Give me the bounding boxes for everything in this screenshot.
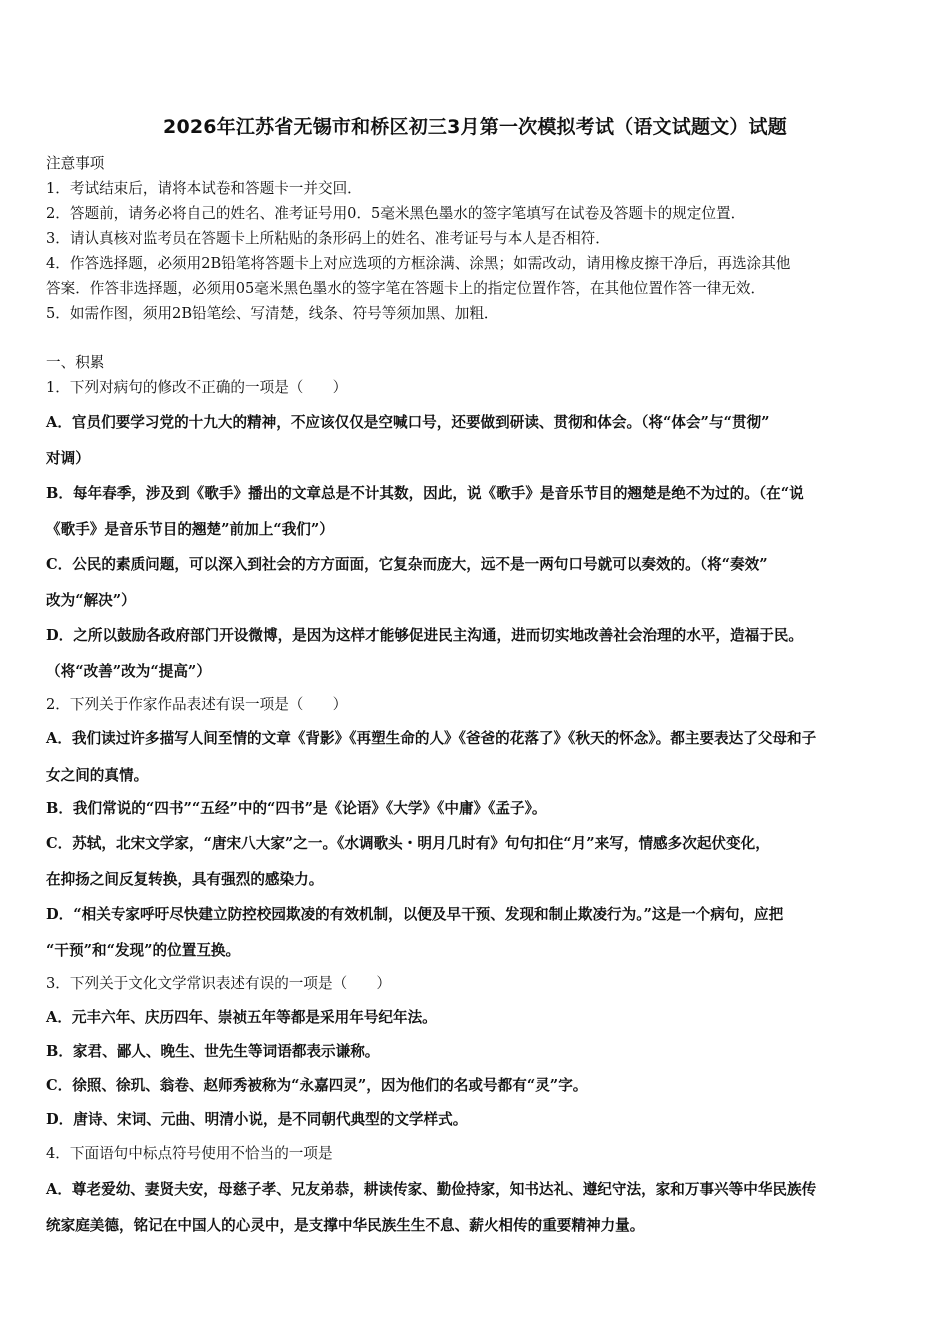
q3-option-a: A．元丰六年、庆历四年、崇祯五年等都是采用年号纪年法。 [46,1009,437,1026]
q1-option-d-cont: （将“改善”改为“提高”） [46,663,211,680]
page-title: 2026年江苏省无锡市和桥区初三3月第一次模拟考试（语文试题文）试题 [163,116,787,138]
notice-item-5: 5．如需作图，须用2B铅笔绘、写清楚，线条、符号等须加黑、加粗． [46,305,499,322]
notice-item-1: 1．考试结束后，请将本试卷和答题卡一并交回． [46,180,362,197]
q4-stem: 4．下面语句中标点符号使用不恰当的一项是 [46,1145,333,1162]
notice-item-2: 2．答题前，请务必将自己的姓名、准考证号用0．5毫米黑色墨水的签字笔填写在试卷及答题卡的规定位置． [46,205,746,222]
q2-stem: 2．下列关于作家作品表述有误一项是（ ） [46,696,348,713]
q1-option-a: A．官员们要学习党的十九大的精神，不应该仅仅是空喊口号，还要做到研读、贯彻和体会。（将“体会”与“贯彻” [46,414,770,431]
q1-option-b-cont: 《歌手》是音乐节目的翘楚”前加上“我们”） [46,521,334,538]
q4-option-a-cont: 统家庭美德，铭记在中国人的心灵中，是支撑中华民族生生不息、薪火相传的重要精神力量。 [46,1217,645,1234]
notice-item-4: 4．作答选择题，必须用2B铅笔将答题卡上对应选项的方框涂满、涂黑；如需改动，请用橡皮擦干净后，再选涂其他 [46,255,791,272]
q2-option-c: C．苏轼，北宋文学家，“唐宋八大家”之一。《水调歌头・明月几时有》句句扣住“月”来写，情感多次起伏变化， [46,835,770,852]
q2-option-d-cont: “干预”和“发现”的位置互换。 [46,942,241,959]
notice-heading: 注意事项 [46,155,105,172]
q4-option-a: A．尊老爱幼、妻贤夫安，母慈子孝、兄友弟恭，耕读传家、勤俭持家，知书达礼、遵纪守法，家和万事兴等中华民族传 [46,1181,817,1198]
q2-option-a-cont: 女之间的真情。 [46,767,149,784]
notice-item-4-cont: 答案．作答非选择题，必须用05毫米黑色墨水的签字笔在答题卡上的指定位置作答，在其他位置作答一律无效． [46,280,766,297]
q1-stem: 1．下列对病句的修改不正确的一项是（ ） [46,379,348,396]
q3-option-c: C．徐照、徐玑、翁卷、赵师秀被称为“永嘉四灵”，因为他们的名或号都有“灵”字。 [46,1077,588,1094]
q1-option-a-cont: 对调） [46,450,90,467]
q3-option-d: D．唐诗、宋词、元曲、明清小说，是不同朝代典型的文学样式。 [46,1111,468,1128]
q3-stem: 3．下列关于文化文学常识表述有误的一项是（ ） [46,975,391,992]
q3-option-b: B．家君、鄙人、晚生、世先生等词语都表示谦称。 [46,1043,380,1060]
q2-option-c-cont: 在抑扬之间反复转换，具有强烈的感染力。 [46,871,324,888]
q1-option-b: B．每年春季，涉及到《歌手》播出的文章总是不计其数，因此，说《歌手》是音乐节目的翘楚是绝不为过的。（在“说 [46,485,804,502]
q1-option-d: D．之所以鼓励各政府部门开设微博，是因为这样才能够促进民主沟通，进而切实地改善社会治理的水平，造福于民。 [46,627,803,644]
q1-option-c: C．公民的素质问题，可以深入到社会的方方面面，它复杂而庞大，远不是一两句口号就可以奏效的。（将“奏效” [46,556,768,573]
q2-option-d: D．“相关专家呼吁尽快建立防控校园欺凌的有效机制，以便及早干预、发现和制止欺凌行为。”这是一个病句，应把 [46,906,784,923]
q2-option-b: B．我们常说的“四书”“五经”中的“四书”是《论语》《大学》《中庸》《孟子》。 [46,800,547,817]
notice-item-3: 3．请认真核对监考员在答题卡上所粘贴的条形码上的姓名、准考证号与本人是否相符． [46,230,610,247]
section-heading: 一、积累 [46,354,105,371]
q2-option-a: A．我们读过许多描写人间至情的文章《背影》《再塑生命的人》《爸爸的花落了》《秋天的怀念》。都主要表达了父母和子 [46,730,817,747]
q1-option-c-cont: 改为“解决”） [46,592,136,609]
